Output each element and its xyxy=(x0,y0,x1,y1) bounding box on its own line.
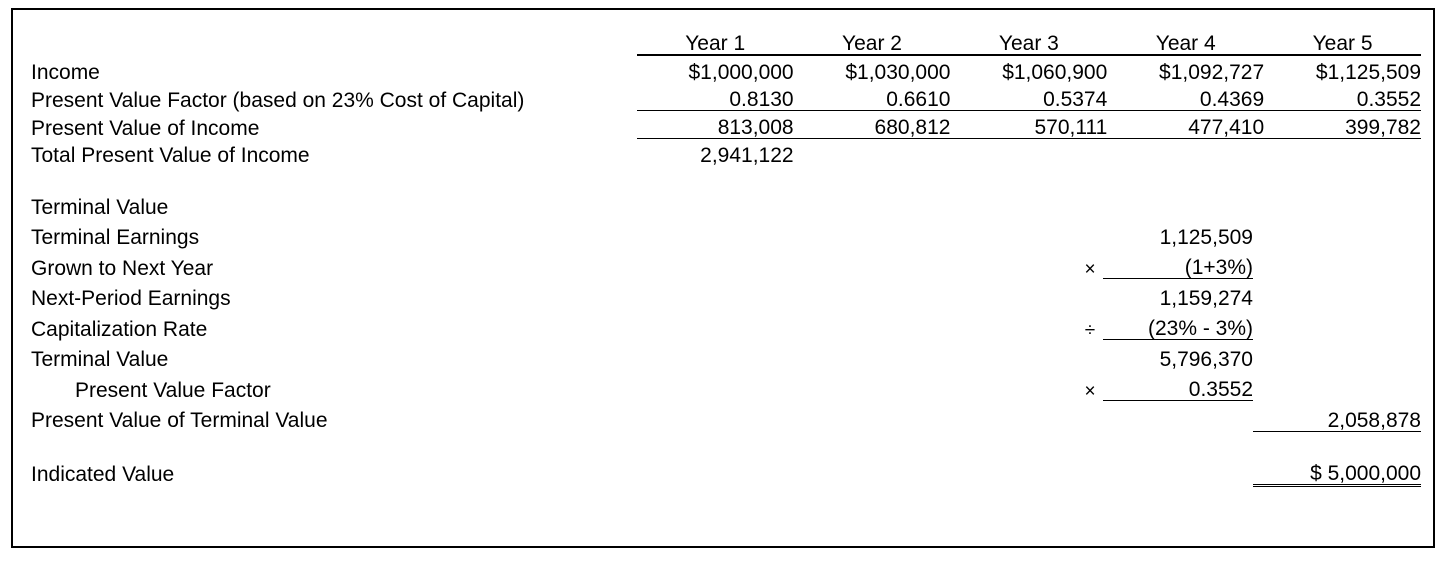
column-header-year-4: Year 4 xyxy=(1107,24,1264,55)
total-pv-income-blank-3 xyxy=(950,139,1107,167)
operator-capitalization-rate: ÷ xyxy=(1084,319,1096,341)
operator-present-value-factor: × xyxy=(1084,380,1096,402)
pad-capitalization-rate xyxy=(1253,309,1421,340)
terminal-heading-value xyxy=(1103,188,1253,218)
pad-terminal-value xyxy=(1253,340,1421,371)
row-label-income: Income xyxy=(31,61,100,84)
operator-terminal-earnings xyxy=(1077,218,1103,248)
label-grown-next-year: Grown to Next Year xyxy=(31,256,214,280)
value-terminal-earnings: 1,125,509 xyxy=(1159,226,1253,249)
value-grown-next-year: (1+3%) xyxy=(1103,248,1253,279)
spacer-pv-terminal-value xyxy=(1103,401,1253,432)
income-year-1: $1,000,000 xyxy=(688,61,794,84)
label-pv-terminal-value: Present Value of Terminal Value xyxy=(31,409,328,432)
pv-factor-year-1: 0.8130 xyxy=(637,83,794,111)
pad-grown-next-year xyxy=(1253,248,1421,279)
table-row xyxy=(31,139,1421,167)
operator-terminal-value xyxy=(1077,340,1103,371)
terminal-value-table xyxy=(31,166,1421,487)
row-label-pv-factor: Present Value Factor (based on 23% Cost of Capital) xyxy=(31,88,525,112)
document-content xyxy=(31,24,1421,487)
operator-pv-terminal-value xyxy=(1077,401,1103,432)
table-row xyxy=(31,55,1421,83)
pad-present-value-factor xyxy=(1253,370,1421,401)
row-label-pv-income: Present Value of Income xyxy=(31,116,260,140)
pv-factor-year-3: 0.5374 xyxy=(950,83,1107,111)
terminal-heading-pad xyxy=(1253,188,1421,218)
table-row xyxy=(31,83,1421,111)
list-item xyxy=(31,279,1421,310)
indicated-value-row xyxy=(31,454,1421,486)
pv-factor-year-5: 0.3552 xyxy=(1264,83,1421,111)
header-spacer xyxy=(31,24,637,55)
pv-factor-year-2: 0.6610 xyxy=(794,83,951,111)
income-year-5: $1,125,509 xyxy=(1315,61,1421,84)
income-year-4: $1,092,727 xyxy=(1159,61,1265,84)
income-year-2: $1,030,000 xyxy=(845,61,951,84)
terminal-value-heading: Terminal Value xyxy=(31,196,169,219)
column-header-year-3: Year 3 xyxy=(950,24,1107,55)
value-present-value-factor: 0.3552 xyxy=(1103,370,1253,401)
pv-factor-year-4: 0.4369 xyxy=(1107,83,1264,111)
column-header-year-1: Year 1 xyxy=(637,24,794,55)
income-year-3: $1,060,900 xyxy=(1002,61,1108,84)
spacer-indicated-value xyxy=(1103,454,1253,486)
label-next-period-earnings: Next-Period Earnings xyxy=(31,287,231,310)
pv-income-year-2: 680,812 xyxy=(794,111,951,139)
pad-terminal-earnings xyxy=(1253,218,1421,248)
column-header-year-2: Year 2 xyxy=(794,24,951,55)
row-label-total-pv-income: Total Present Value of Income xyxy=(31,144,310,167)
value-pv-terminal-value: 2,058,878 xyxy=(1253,401,1421,432)
document-border xyxy=(11,8,1435,548)
label-capitalization-rate: Capitalization Rate xyxy=(31,317,208,341)
pv-income-year-3: 570,111 xyxy=(950,111,1107,139)
pv-income-year-1: 813,008 xyxy=(637,111,794,139)
label-terminal-earnings: Terminal Earnings xyxy=(31,226,200,249)
value-indicated-value: $ 5,000,000 xyxy=(1253,454,1421,486)
pv-terminal-row xyxy=(31,401,1421,432)
list-item xyxy=(31,370,1421,401)
terminal-heading-row xyxy=(31,188,1421,218)
total-pv-income-value: 2,941,122 xyxy=(700,144,794,167)
pad-next-period-earnings xyxy=(1253,279,1421,310)
total-pv-income-blank-4 xyxy=(1107,139,1264,167)
list-item xyxy=(31,309,1421,340)
list-item xyxy=(31,340,1421,371)
operator-next-period-earnings xyxy=(1077,279,1103,310)
value-capitalization-rate: (23% - 3%) xyxy=(1103,309,1253,340)
terminal-heading-op xyxy=(1077,188,1103,218)
income-table xyxy=(31,24,1421,166)
final-gap-cell xyxy=(31,431,1421,454)
pv-income-year-5: 399,782 xyxy=(1264,111,1421,139)
value-next-period-earnings: 1,159,274 xyxy=(1159,287,1253,310)
label-terminal-value: Terminal Value xyxy=(31,348,169,371)
final-gap xyxy=(31,431,1421,454)
list-item xyxy=(31,248,1421,279)
value-terminal-value: 5,796,370 xyxy=(1159,348,1253,371)
list-item xyxy=(31,218,1421,248)
label-present-value-factor: Present Value Factor xyxy=(75,378,271,402)
operator-grown-next-year: × xyxy=(1084,258,1096,280)
table-header-row xyxy=(31,24,1421,55)
table-row xyxy=(31,111,1421,139)
total-pv-income-blank-2 xyxy=(794,139,951,167)
section-gap xyxy=(31,166,1421,188)
label-indicated-value: Indicated Value xyxy=(31,463,175,486)
operator-indicated-value xyxy=(1077,454,1103,486)
column-header-year-5: Year 5 xyxy=(1264,24,1421,55)
total-pv-income-blank-5 xyxy=(1264,139,1421,167)
section-gap-cell xyxy=(31,166,1421,188)
pv-income-year-4: 477,410 xyxy=(1107,111,1264,139)
